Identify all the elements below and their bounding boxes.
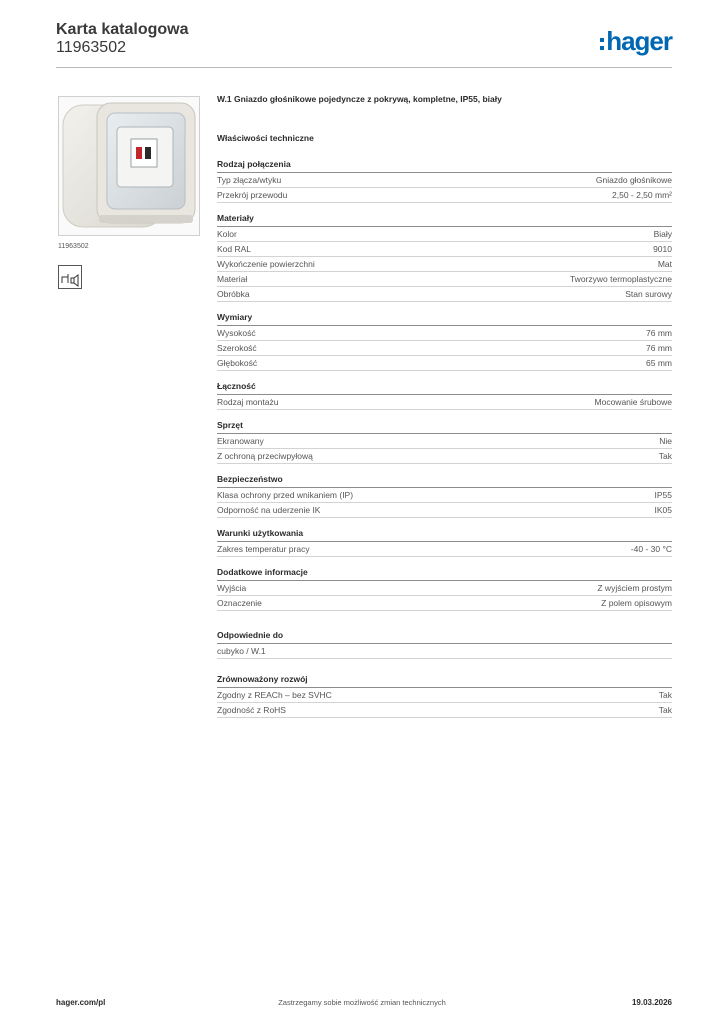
technical-properties-heading: Właściwości techniczne: [217, 133, 314, 143]
section-title: Odpowiednie do: [217, 629, 672, 644]
property-value: Stan surowy: [625, 289, 672, 299]
header-divider: [56, 67, 672, 68]
speaker-socket-symbol-icon: [58, 265, 82, 289]
property-row: [217, 188, 672, 203]
property-value: Biały: [653, 229, 672, 239]
property-value: 65 mm: [646, 358, 672, 368]
property-value: 2,50 - 2,50 mm²: [612, 190, 672, 200]
product-title: W.1 Gniazdo głośnikowe pojedyncze z pokrywą, kompletne, IP55, biały: [217, 94, 502, 104]
property-label: Obróbka: [217, 289, 250, 299]
page-title: Karta katalogowa: [56, 21, 189, 38]
property-row: [217, 242, 672, 257]
property-label: Ekranowany: [217, 436, 264, 446]
product-image-reference: 11963502: [58, 243, 89, 250]
property-label: Przekrój przewodu: [217, 190, 288, 200]
property-row: [217, 596, 672, 611]
property-label: Rodzaj montażu: [217, 397, 279, 407]
sustainability-section: [217, 673, 672, 718]
property-label: Głębokość: [217, 358, 258, 368]
section-title: Rodzaj połączenia: [217, 158, 672, 173]
property-value: -40 - 30 °C: [630, 544, 672, 554]
logo-dots-icon: [600, 38, 604, 50]
property-label: Kolor: [217, 229, 237, 239]
product-details: [217, 94, 672, 727]
hager-logo: [600, 28, 672, 54]
property-label: Wyjścia: [217, 583, 247, 593]
property-label: Wysokość: [217, 328, 256, 338]
spec-section: [217, 380, 672, 410]
property-label: Odporność na uderzenie IK: [217, 505, 321, 515]
property-row: [217, 644, 672, 659]
product-image: [58, 96, 200, 236]
property-row: [217, 488, 672, 503]
property-value: Tworzywo termoplastyczne: [569, 274, 672, 284]
property-value: Tak: [658, 690, 672, 700]
property-row: [217, 542, 672, 557]
property-row: [217, 341, 672, 356]
section-title: Materiały: [217, 212, 672, 227]
property-label: Kod RAL: [217, 244, 252, 254]
section-title: Łączność: [217, 380, 672, 395]
property-row: [217, 227, 672, 242]
property-value: IP55: [654, 490, 672, 500]
spec-section: [217, 566, 672, 611]
spec-section: [217, 158, 672, 203]
property-value: Nie: [659, 436, 672, 446]
property-label: Klasa ochrony przed wnikaniem (IP): [217, 490, 354, 500]
property-row: [217, 434, 672, 449]
property-value: Z wyjściem prostym: [597, 583, 672, 593]
spec-section: [217, 527, 672, 557]
spec-section: [217, 473, 672, 518]
technical-sections: [217, 158, 672, 611]
section-title: Bezpieczeństwo: [217, 473, 672, 488]
spec-section: [217, 212, 672, 302]
property-label: cubyko / W.1: [217, 646, 266, 656]
property-value: Tak: [658, 451, 672, 461]
property-value: 76 mm: [646, 328, 672, 338]
property-label: Zakres temperatur pracy: [217, 544, 310, 554]
footer-website-link[interactable]: hager.com/pl: [56, 998, 106, 1007]
property-row: [217, 173, 672, 188]
footer-date: 19.03.2026: [631, 998, 672, 1007]
section-title: Dodatkowe informacje: [217, 566, 672, 581]
property-row: [217, 257, 672, 272]
property-row: [217, 703, 672, 718]
property-label: Zgodność z RoHS: [217, 705, 286, 715]
section-title: Sprzęt: [217, 419, 672, 434]
property-value: Mocowanie śrubowe: [594, 397, 672, 407]
property-value: Tak: [658, 705, 672, 715]
footer-disclaimer: Zastrzegamy sobie możliwość zmian technicznych: [278, 998, 446, 1007]
section-title: Zrównoważony rozwój: [217, 673, 672, 688]
property-value: IK05: [654, 505, 672, 515]
property-value: Z polem opisowym: [601, 598, 672, 608]
section-title: Warunki użytkowania: [217, 527, 672, 542]
property-label: Materiał: [217, 274, 248, 284]
property-label: Z ochroną przeciwpyłową: [217, 451, 313, 461]
property-label: Oznaczenie: [217, 598, 262, 608]
property-value: 9010: [653, 244, 672, 254]
property-row: [217, 581, 672, 596]
property-row: [217, 449, 672, 464]
property-label: Wykończenie powierzchni: [217, 259, 315, 269]
logo-text: hager: [606, 26, 672, 56]
spec-section: [217, 419, 672, 464]
property-row: [217, 272, 672, 287]
property-row: [217, 356, 672, 371]
property-row: [217, 688, 672, 703]
catalog-number: 11963502: [56, 39, 126, 56]
property-label: Typ złącza/wtyku: [217, 175, 282, 185]
property-row: [217, 287, 672, 302]
socket-illustration-icon: [59, 97, 199, 235]
property-value: Gniazdo głośnikowe: [595, 175, 672, 185]
suitable-for-section: [217, 629, 672, 659]
spec-section: [217, 311, 672, 371]
section-title: Wymiary: [217, 311, 672, 326]
property-value: Mat: [657, 259, 672, 269]
property-row: [217, 326, 672, 341]
property-label: Zgodny z REACh – bez SVHC: [217, 690, 332, 700]
property-row: [217, 395, 672, 410]
property-value: 76 mm: [646, 343, 672, 353]
property-label: Szerokość: [217, 343, 257, 353]
property-row: [217, 503, 672, 518]
